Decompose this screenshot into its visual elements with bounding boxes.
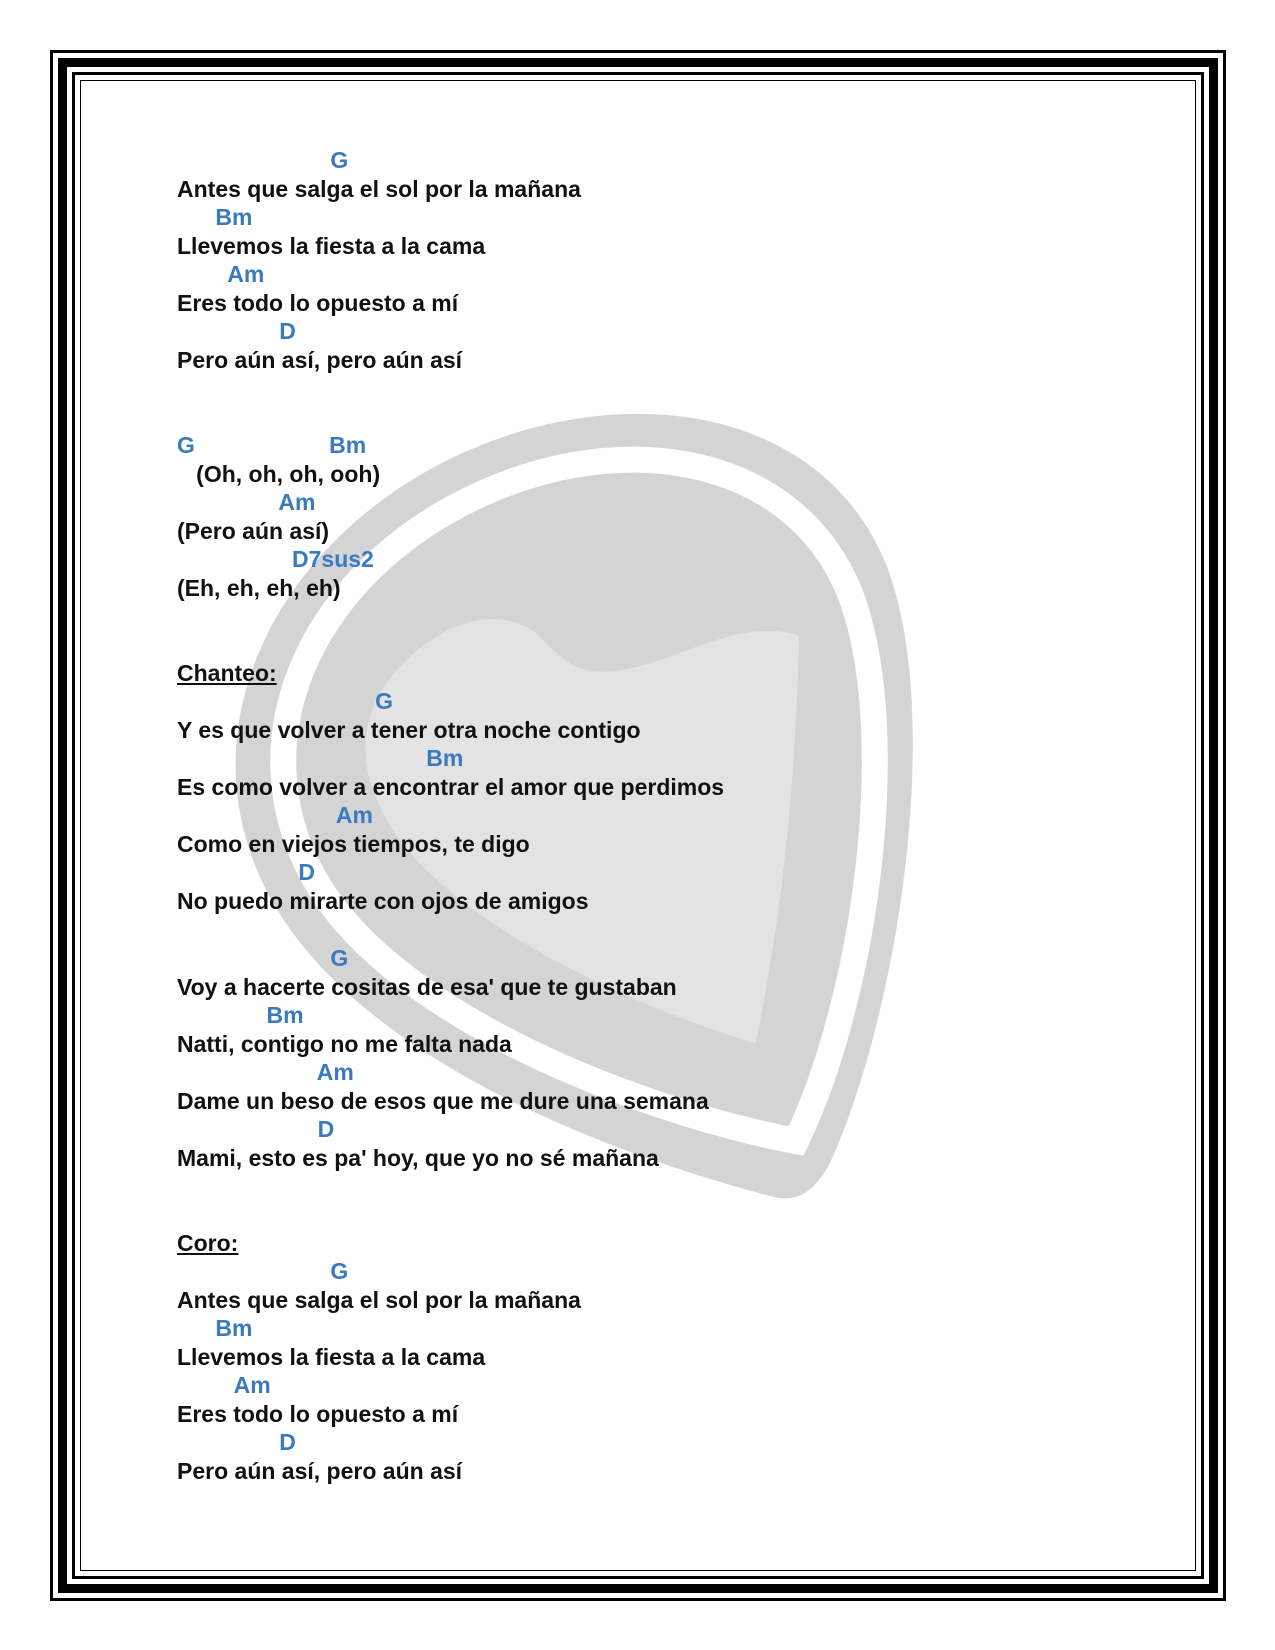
chord-line: Bm	[177, 204, 253, 230]
lyric-line: Y es que volver a tener otra noche contigo	[177, 717, 641, 743]
chord-line: G	[177, 1258, 349, 1284]
chord-line: D7sus2	[177, 546, 374, 572]
lyric-line: (Pero aún así)	[177, 518, 330, 544]
lyric-line: Pero aún así, pero aún así	[177, 347, 463, 373]
lyric-line: Pero aún así, pero aún así	[177, 1458, 463, 1484]
lyric-line: Llevemos la fiesta a la cama	[177, 1344, 486, 1370]
chord-line: Bm	[177, 745, 464, 771]
section-heading-chanteo: Chanteo:	[177, 660, 277, 686]
chord-line: Am	[177, 1372, 271, 1398]
lyric-line: Mami, esto es pa' hoy, que yo no sé mañana	[177, 1145, 659, 1171]
lyric-line: Como en viejos tiempos, te digo	[177, 831, 530, 857]
lyric-line: Voy a hacerte cositas de esa' que te gustaban	[177, 974, 677, 1000]
chord-line: Am	[177, 802, 373, 828]
lyric-line: (Oh, oh, oh, ooh)	[177, 461, 381, 487]
chord-line: Am	[177, 261, 265, 287]
lyric-line: (Eh, eh, eh, eh)	[177, 575, 341, 601]
lyric-line: Eres todo lo opuesto a mí	[177, 290, 459, 316]
chord-line: G	[177, 688, 393, 714]
chord-line: D	[177, 859, 316, 885]
chord-line: G Bm	[177, 432, 367, 458]
chord-line: G	[177, 147, 349, 173]
chord-line: Bm	[177, 1002, 304, 1028]
chord-line: D	[177, 1429, 296, 1455]
chord-line: G	[177, 945, 349, 971]
chord-line: Bm	[177, 1315, 253, 1341]
chord-line: D	[177, 318, 296, 344]
lyric-line: Antes que salga el sol por la mañana	[177, 176, 581, 202]
chord-line: Am	[177, 489, 316, 515]
lyric-line: Eres todo lo opuesto a mí	[177, 1401, 459, 1427]
chord-line: Am	[177, 1059, 354, 1085]
lyric-line: Llevemos la fiesta a la cama	[177, 233, 486, 259]
lyric-line: Dame un beso de esos que me dure una semana	[177, 1088, 709, 1114]
lyric-line: No puedo mirarte con ojos de amigos	[177, 888, 589, 914]
section-heading-coro: Coro:	[177, 1230, 239, 1256]
lyric-line: Antes que salga el sol por la mañana	[177, 1287, 581, 1313]
chord-line: D	[177, 1116, 335, 1142]
lyric-line: Es como volver a encontrar el amor que perdimos	[177, 774, 725, 800]
lyric-line: Natti, contigo no me falta nada	[177, 1031, 512, 1057]
